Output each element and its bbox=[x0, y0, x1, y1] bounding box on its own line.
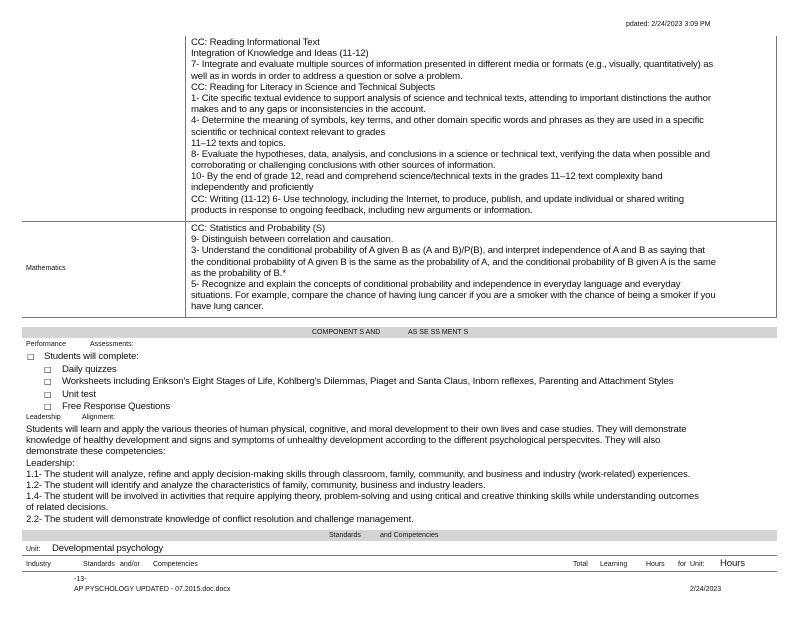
text-line: scientific or technical context relevant to grades bbox=[191, 126, 386, 138]
col-competencies: Competencies bbox=[153, 561, 198, 568]
text-line: well as in words in order to address a question or solve a problem. bbox=[191, 70, 463, 82]
footer-date: 2/24/2023 bbox=[690, 586, 722, 593]
col-total: Total bbox=[573, 561, 588, 568]
text-line: 3- Understand the conditional probability of A given B as (A and B)/P(B), and interpret independence of A and B as saying that bbox=[191, 245, 705, 257]
text-line: Leadership: bbox=[26, 457, 75, 469]
text-line: 9- Distinguish between correlation and causation. bbox=[191, 234, 394, 246]
subject-label-mathematics: Mathematics bbox=[26, 265, 66, 272]
text-line: independently and proficiently bbox=[191, 182, 314, 194]
footer-filename: AP PYSCHOLOGY UPDATED - 07.2015.doc.docx bbox=[74, 586, 231, 593]
text-line: 7- Integrate and evaluate multiple sources of information presented in different media or formats (e.g., visually, quantitatively) as bbox=[191, 59, 714, 71]
col-industry: Industry bbox=[26, 561, 51, 568]
sub-bullet-item: Unit test bbox=[62, 389, 96, 400]
text-line: 11–12 texts and topics. bbox=[191, 137, 286, 149]
col-hours-value: Hours bbox=[720, 558, 745, 569]
text-line: 1- Cite specific textual evidence to support analysis of science and technical texts, attending to important distinctions the author bbox=[191, 92, 711, 104]
unit-label: Unit: bbox=[26, 546, 41, 553]
bullet-icon: □ bbox=[27, 352, 35, 361]
text-line: corroborating or challenging conclusions with other sources of information. bbox=[191, 160, 496, 172]
text-line: CC: Reading for Literacy in Science and Technical Subjects bbox=[191, 81, 435, 93]
performance-label: Performance bbox=[26, 341, 67, 348]
leadership-paragraph bbox=[26, 424, 699, 525]
assessments-heading: AS SE SS MENT S bbox=[408, 329, 469, 336]
text-line: as the probability of B.* bbox=[191, 267, 286, 279]
alignment-label: Alignment: bbox=[82, 414, 116, 421]
text-line: demonstrate these competencies: bbox=[26, 446, 166, 458]
text-line: 4- Determine the meaning of symbols, key terms, and other domain specific words and phrases as they are used in a specific bbox=[191, 115, 704, 127]
text-line: of related decisions. bbox=[26, 502, 109, 514]
text-line: 1.1- The student will analyze, refine and apply decision-making skills through classroom, family, community, and business and industry (work-related) experiences. bbox=[26, 468, 691, 480]
sub-bullet-item: Worksheets including Erikson's Eight Stages of Life, Kohlberg's Dilemmas, Piaget and Santa Claus, Inborn reflexes, Parenting and Attachment Styles bbox=[62, 376, 674, 387]
components-heading-bar bbox=[22, 327, 777, 338]
updated-timestamp: pdated: 2/24/2023 3:09 PM bbox=[626, 21, 711, 28]
text-line: the conditional probability of A given B is the same as the probability of A, and the conditional probability of B given A is the same bbox=[191, 256, 716, 268]
components-heading: COMPONENT S AND bbox=[312, 329, 381, 336]
ela-standards-cell bbox=[191, 37, 713, 216]
col-for: for bbox=[678, 561, 687, 568]
text-line: 10- By the end of grade 12, read and comprehend science/technical texts in the grades 11–12 text complexity band bbox=[191, 171, 663, 183]
competencies-heading: and Competencies bbox=[380, 532, 439, 539]
sub-bullet-item: Free Response Questions bbox=[62, 401, 171, 412]
leadership-label: Leadership bbox=[26, 414, 61, 421]
col-learning: Learning bbox=[600, 561, 628, 568]
text-line: situations. For example, compare the chance of having lung cancer if you are a smoker with the chance of being a smoker if you bbox=[191, 290, 716, 302]
text-line: 8- Evaluate the hypotheses, data, analysis, and conclusions in a science or technical text, verifying the data when possible and bbox=[191, 148, 710, 160]
col-standards: Standards bbox=[83, 561, 115, 568]
col-andor: and/or bbox=[120, 561, 140, 568]
table-right-border bbox=[776, 36, 777, 317]
text-line: Integration of Knowledge and Ideas (11-12) bbox=[191, 48, 369, 60]
text-line: CC: Reading Informational Text bbox=[191, 37, 320, 48]
text-line: 5- Recognize and explain the concepts of conditional probability and independence in everyday language and everyday bbox=[191, 278, 681, 290]
table-bottom-border bbox=[22, 317, 777, 318]
text-line: 1.2- The student will identify and analyze the characteristics of family, community, business and industry leaders. bbox=[26, 479, 486, 491]
bullet-icon: □ bbox=[44, 390, 52, 399]
table-row-divider bbox=[22, 221, 777, 222]
page-number: -13- bbox=[74, 576, 87, 583]
text-line: CC: Writing (11-12) 6- Use technology, including the Internet, to produce, publish, and update individual or shared writing bbox=[191, 193, 684, 205]
sub-bullet-item: Daily quizzes bbox=[62, 364, 117, 375]
bullet-main: Students will complete: bbox=[44, 351, 139, 362]
table-divider bbox=[185, 36, 186, 317]
unit-value: Developmental psychology bbox=[52, 543, 164, 554]
text-line: products in response to ongoing feedback, including new arguments or information. bbox=[191, 204, 533, 216]
text-line: CC: Statistics and Probability (S) bbox=[191, 223, 326, 234]
bullet-icon: □ bbox=[44, 402, 52, 411]
col-hours: Hours bbox=[646, 561, 665, 568]
text-line: have lung cancer. bbox=[191, 301, 264, 313]
text-line: 1.4- The student will be involved in activities that require applying theory, problem-solving and using critical and creative thinking skills while understanding outcomes bbox=[26, 491, 699, 503]
bottom-row-divider bbox=[22, 571, 777, 572]
unit-row-divider bbox=[22, 555, 777, 556]
standards-heading: Standards bbox=[329, 532, 361, 539]
bullet-icon: □ bbox=[44, 377, 52, 386]
math-standards-cell bbox=[191, 223, 716, 313]
text-line: makes and to any gaps or inconsistencies in the account. bbox=[191, 104, 426, 116]
text-line: 2.2- The student will demonstrate knowledge of conflict resolution and challenge management. bbox=[26, 513, 414, 525]
assessments-label: Assessments: bbox=[90, 341, 134, 348]
bullet-icon: □ bbox=[44, 365, 52, 374]
col-unit: Unit: bbox=[690, 561, 705, 568]
text-line: Students will learn and apply the various theories of human physical, cognitive, and moral development to their own lives and case studies. They will demonstrate bbox=[26, 424, 687, 435]
text-line: knowledge of healthy development and signs and symptoms of unhealthy development according to the different psychological perspecvites. They will also bbox=[26, 435, 661, 447]
